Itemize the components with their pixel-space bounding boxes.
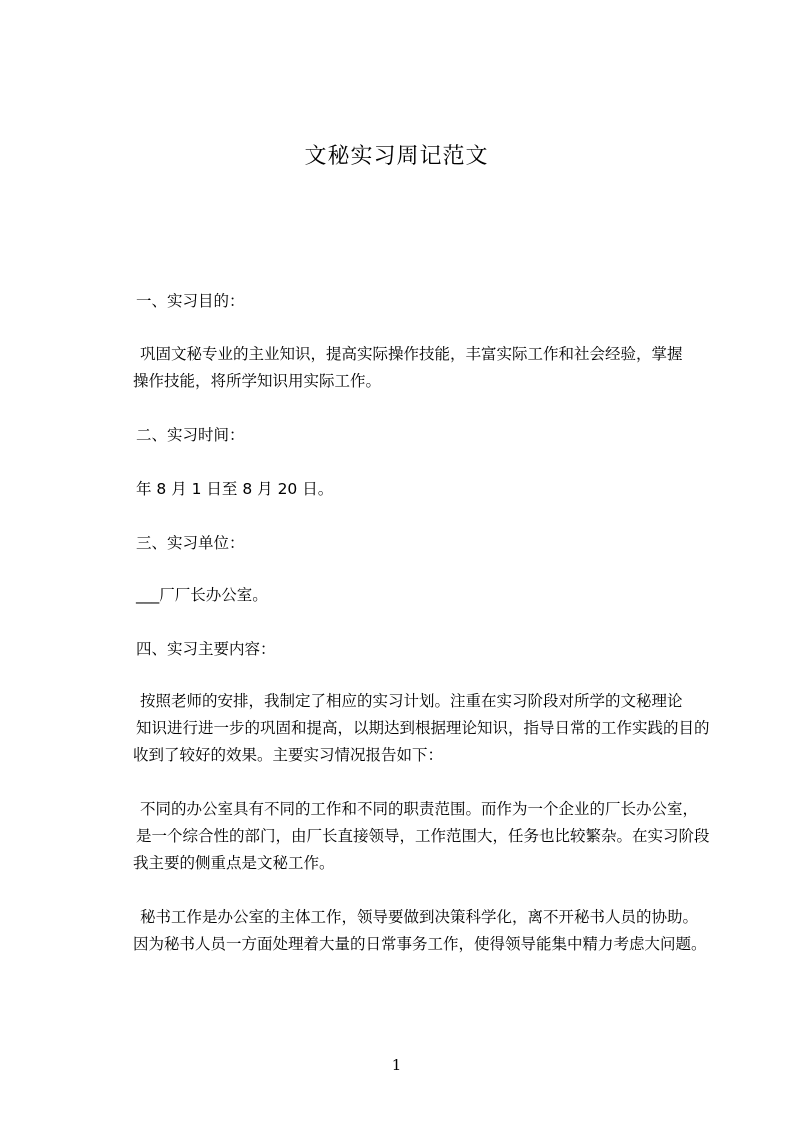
paragraph-line: 是一个综合性的部门，由厂长直接领导，工作范围大，任务也比较繁杂。在实习阶段	[136, 827, 710, 845]
paragraph-line: 巩固文秘专业的主业知识，提高实际操作技能，丰富实际工作和社会经验，掌握	[140, 345, 683, 363]
document-title: 文秘实习周记范文	[304, 144, 489, 169]
page-number: 1	[391, 1056, 402, 1074]
section-heading-content: 四、实习主要内容：	[136, 640, 276, 658]
paragraph-line: 因为秘书人员一方面处理着大量的日常事务工作，使得领导能集中精力考虑大问题。	[133, 935, 707, 953]
section-heading-time: 二、实习时间：	[136, 426, 245, 444]
paragraph-line: 操作技能，将所学知识用实际工作。	[133, 372, 382, 390]
internship-unit-text: ___厂厂长办公室。	[136, 586, 268, 604]
paragraph-line: 知识进行进一步的巩固和提高，以期达到根据理论知识，指导日常的工作实践的目的	[136, 719, 710, 737]
paragraph-line: 我主要的侧重点是文秘工作。	[133, 854, 335, 872]
section-heading-unit: 三、实习单位：	[136, 534, 245, 552]
paragraph-line: 秘书工作是办公室的主体工作，领导要做到决策科学化，离不开秘书人员的协助。	[140, 908, 699, 926]
internship-time-text: 年 8 月 1 日至 8 月 20 日。	[136, 480, 334, 498]
paragraph-line: 按照老师的安排，我制定了相应的实习计划。注重在实习阶段对所学的文秘理论	[140, 692, 683, 710]
section-heading-purpose: 一、实习目的：	[136, 292, 245, 310]
paragraph-line: 不同的办公室具有不同的工作和不同的职责范围。而作为一个企业的厂长办公室，	[140, 800, 699, 818]
paragraph-line: 收到了较好的效果。主要实习情况报告如下：	[133, 746, 444, 764]
